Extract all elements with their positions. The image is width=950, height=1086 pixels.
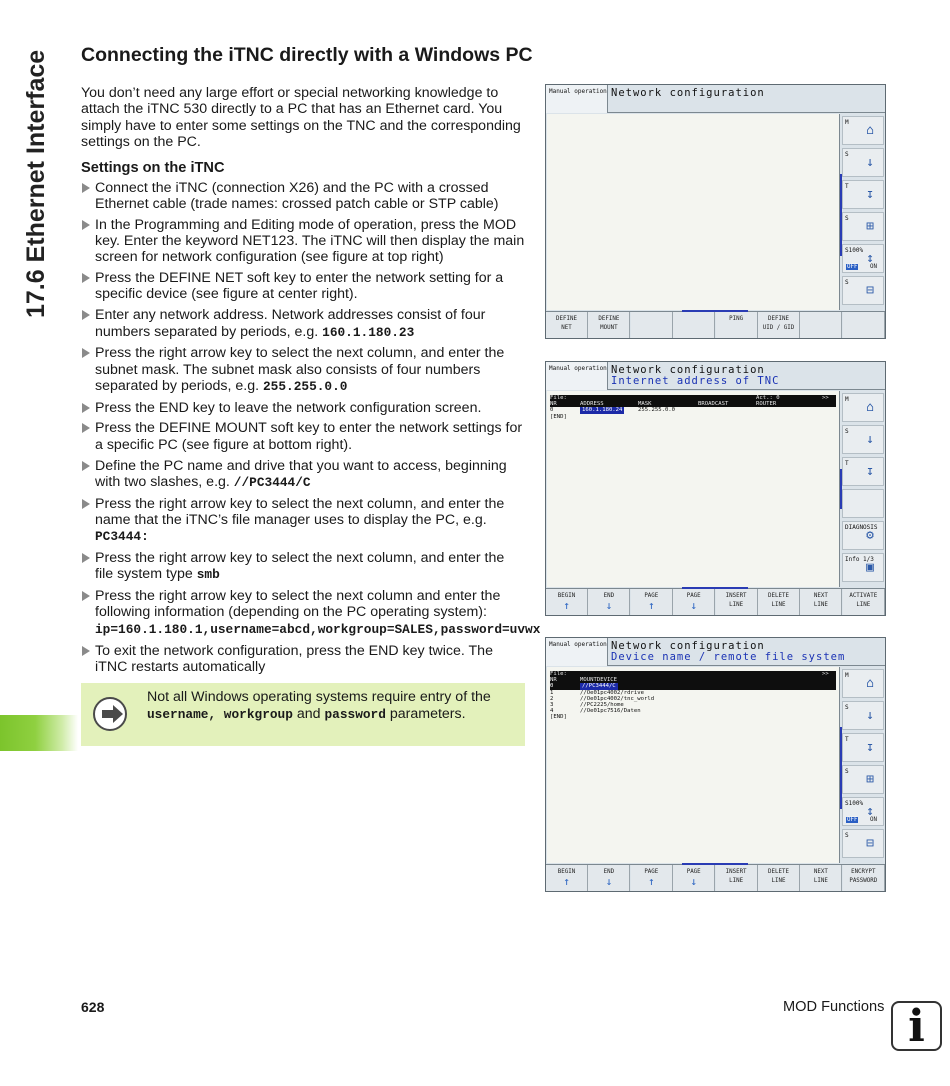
softkey-label: LINE xyxy=(813,878,828,884)
note-box xyxy=(81,683,525,746)
screen-main-area xyxy=(547,667,840,863)
table-cell: 2 xyxy=(550,695,554,702)
softkey-label: INSERT xyxy=(725,869,747,875)
side-softkey-tag: S xyxy=(845,215,849,222)
table-cell: MOUNTDEVICE xyxy=(580,677,618,684)
operating-mode-label: Manual operation xyxy=(546,638,608,666)
override-icon: ↕ xyxy=(866,251,874,266)
instruction-item xyxy=(81,270,526,303)
table-cell: File: xyxy=(550,671,567,677)
side-softkey-tag: S xyxy=(845,768,849,775)
softkey-label: LINE xyxy=(771,602,786,608)
screen-main-area xyxy=(547,114,840,310)
softkey-label: NEXT xyxy=(813,593,828,599)
instruction-text: Press the right arrow key to select the next column, and enter the name that the iTNC’s file manager uses to display the PC, e.g. xyxy=(95,495,505,528)
softkey-label: PASSWORD xyxy=(849,878,878,884)
softkey-label: NET xyxy=(561,325,572,331)
arrow-up-icon: ↑ xyxy=(647,875,655,888)
softkey-label: DEFINE xyxy=(556,316,577,322)
softkey-button[interactable] xyxy=(716,312,758,339)
softkey-button[interactable] xyxy=(758,312,800,339)
tnc-screen xyxy=(545,361,886,616)
bullet-triangle-icon xyxy=(82,646,90,656)
bullet-triangle-icon xyxy=(82,273,90,283)
tnc-screen xyxy=(545,637,886,892)
side-softkey[interactable] xyxy=(842,180,884,209)
note-text xyxy=(147,689,517,723)
softkey-label: UID / GID xyxy=(762,325,795,331)
table-cell: BROADCAST xyxy=(698,401,729,408)
side-softkey-tag: S xyxy=(845,704,849,711)
arrow-up-icon: ↑ xyxy=(647,599,655,612)
table-cell: 0 xyxy=(550,683,554,690)
note-text-part: Not all Windows operating systems require entry of the xyxy=(147,689,491,705)
chapter-side-label: 17.6 Ethernet Interface xyxy=(22,49,50,318)
side-softkey-state: OFF xyxy=(847,264,858,270)
side-softkey-state: ON xyxy=(870,264,877,270)
screen-title: Network configuration xyxy=(611,87,765,99)
softkey-label: LINE xyxy=(729,878,744,884)
side-softkey-tag: S xyxy=(845,279,849,286)
screen-side-softkeys xyxy=(841,391,885,587)
softkey-button[interactable] xyxy=(546,312,588,339)
softkey-button[interactable] xyxy=(588,589,630,616)
softkey-bar xyxy=(546,588,885,616)
instruction-item xyxy=(81,180,526,213)
instruction-text: Press the right arrow key to select the next column, and enter the file system type xyxy=(95,550,505,583)
spindle-icon: ↓ xyxy=(866,155,874,170)
chapter-tab-marker xyxy=(0,715,78,751)
softkey-button[interactable] xyxy=(673,589,715,616)
side-softkey-tag: S xyxy=(845,428,849,435)
tool-icon: ↧ xyxy=(866,187,874,202)
operating-mode-label: Manual operation xyxy=(546,85,608,113)
instruction-item xyxy=(81,345,526,395)
note-code: password xyxy=(324,706,386,722)
instruction-list xyxy=(81,179,541,676)
side-softkey[interactable] xyxy=(842,521,884,550)
table-row[interactable] xyxy=(550,714,836,720)
side-softkey[interactable] xyxy=(842,765,884,794)
softkey-button[interactable] xyxy=(631,312,673,339)
instruction-item xyxy=(81,217,526,266)
instruction-text: Press the DEFINE MOUNT soft key to enter the network settings for a specific PC (see figure at bottom right). xyxy=(95,420,523,453)
side-softkey[interactable] xyxy=(842,393,884,422)
side-softkey-tag: S xyxy=(845,151,849,158)
side-softkey-tag: T xyxy=(845,183,849,190)
softkey-button[interactable] xyxy=(843,865,885,892)
side-softkey[interactable] xyxy=(842,829,884,858)
page-title: Connecting the iTNC directly with a Windows PC xyxy=(81,44,533,66)
arrow-up-icon: ↑ xyxy=(563,875,570,888)
screen-side-softkeys xyxy=(841,114,885,310)
softkey-button[interactable] xyxy=(546,589,588,616)
instruction-code: PC3444: xyxy=(95,529,149,545)
table-cell: >> xyxy=(822,671,829,677)
note-code: username, workgroup xyxy=(147,706,293,722)
page-number: 628 xyxy=(81,999,105,1015)
info-icon xyxy=(891,1001,942,1051)
bullet-triangle-icon xyxy=(82,403,90,413)
instruction-text: Press the right arrow key to select the next column and enter the following information (depending on the PC operating system): xyxy=(95,588,501,621)
instruction-text: Press the right arrow key to select the next column, and enter the subnet mask. The subnet mask also consists of four numbers separated by periods, e.g. xyxy=(95,345,505,394)
intro-paragraph: You don’t need any large effort or special networking knowledge to attach the iTNC 530 directly to a PC that has an Ethernet card. You simply have to enter some settings on the TNC and the corresponding settings on the PC. xyxy=(81,85,521,151)
tnc-screen xyxy=(545,84,886,339)
machine-icon: ⌂ xyxy=(866,400,874,415)
arrow-down-icon: ↓ xyxy=(690,599,697,612)
table-cell: Act.: 0 xyxy=(756,395,780,401)
bullet-triangle-icon xyxy=(82,591,90,601)
side-softkey[interactable] xyxy=(842,489,884,518)
table-cell: [END] xyxy=(550,714,567,721)
instruction-text: To exit the network configuration, press the END key twice. The iTNC restarts automatically xyxy=(95,642,493,675)
info-glyph: i xyxy=(908,1001,925,1052)
table-cell: 0 xyxy=(550,407,554,414)
table-cell: 160.1.180.24 xyxy=(582,407,623,414)
softkey-label: DEFINE xyxy=(768,316,789,322)
softkey-label: NEXT xyxy=(813,869,828,875)
instruction-code: ip=160.1.180.1,username=abcd,workgroup=SALES,password=uvwx xyxy=(95,621,541,637)
diagnosis-icon: ⚙ xyxy=(866,528,874,543)
side-softkey[interactable] xyxy=(842,244,884,273)
side-softkey[interactable] xyxy=(842,553,884,582)
softkey-button[interactable] xyxy=(758,589,800,616)
table-cell: 3 xyxy=(550,701,554,708)
table-cell: NR xyxy=(550,401,557,408)
softkey-label: END xyxy=(603,593,615,599)
table-cell: //PC3444/C xyxy=(582,683,616,690)
table-cell: //Oe01pc7516/Daten xyxy=(580,708,641,715)
softkey-bar xyxy=(546,864,885,892)
arrow-right-icon xyxy=(93,697,127,731)
table-cell: //Oe01pc4002/tnc_world xyxy=(580,695,655,702)
softkey-button[interactable] xyxy=(588,865,630,892)
table-cell: 1 xyxy=(550,689,554,696)
softkey-label: PAGE xyxy=(644,593,659,599)
table-cell: >> xyxy=(822,395,829,401)
instruction-item xyxy=(81,420,526,453)
bullet-triangle-icon xyxy=(82,183,90,193)
softkey-button[interactable] xyxy=(631,589,673,616)
table-cell: 255.255.0.0 xyxy=(638,407,676,414)
table-cell: 4 xyxy=(550,708,554,715)
side-softkey[interactable] xyxy=(842,276,884,305)
side-softkey-tag: M xyxy=(845,672,849,679)
instruction-item xyxy=(81,588,541,638)
side-softkey-tag: DIAGNOSIS xyxy=(845,524,878,531)
tool-icon: ↧ xyxy=(866,740,874,755)
softkey-label: DELETE xyxy=(768,593,789,599)
side-scroll-indicator xyxy=(840,469,842,509)
side-softkey-tag: S100% xyxy=(845,247,864,254)
softkey-button[interactable] xyxy=(843,312,885,339)
bullet-triangle-icon xyxy=(82,499,90,509)
bullet-triangle-icon xyxy=(82,220,90,230)
softkey-label: MOUNT xyxy=(600,325,618,331)
instruction-code: smb xyxy=(196,567,220,583)
screen-title: Network configuration xyxy=(611,640,765,652)
machine-icon: ⌂ xyxy=(866,676,874,691)
arrow-down-icon: ↓ xyxy=(605,599,613,612)
softkey-button[interactable] xyxy=(716,589,758,616)
softkey-label: INSERT xyxy=(725,593,747,599)
side-scroll-indicator xyxy=(840,174,842,256)
spindle-icon: ↓ xyxy=(866,708,874,723)
side-softkey-state: ON xyxy=(870,817,877,823)
softkey-label: LINE xyxy=(856,602,871,608)
side-softkey[interactable] xyxy=(842,701,884,730)
softkey-label: DELETE xyxy=(768,869,789,875)
screen-main-area xyxy=(547,391,840,587)
info-icon: ▣ xyxy=(866,560,874,575)
softkey-label: PAGE xyxy=(686,869,701,875)
instruction-item xyxy=(81,496,526,546)
screen-header xyxy=(546,85,885,113)
side-softkey[interactable] xyxy=(842,425,884,454)
config-table xyxy=(550,395,836,420)
instruction-item xyxy=(81,458,526,492)
instruction-code: 255.255.0.0 xyxy=(263,378,348,394)
side-softkey[interactable] xyxy=(842,733,884,762)
screen-subtitle: Internet address of TNC xyxy=(611,375,780,387)
side-softkey-tag: M xyxy=(845,119,849,126)
instruction-text: Define the PC name and drive that you want to access, beginning with two slashes, e.g. xyxy=(95,457,507,490)
instruction-item xyxy=(81,307,526,341)
side-scroll-indicator xyxy=(840,727,842,809)
override-icon: ↕ xyxy=(866,804,874,819)
arrow-down-icon: ↓ xyxy=(605,875,613,888)
softkey-page-indicator xyxy=(682,310,748,312)
softkey-page-indicator xyxy=(682,863,748,865)
minus-icon: ⊟ xyxy=(866,836,874,851)
screen-subtitle: Device name / remote file system xyxy=(611,651,846,663)
spindle-icon: ↓ xyxy=(866,432,874,447)
instruction-text: Press the END key to leave the network configuration screen. xyxy=(95,399,482,416)
softkey-page-indicator xyxy=(682,587,748,589)
instruction-code: 160.1.180.23 xyxy=(322,324,415,340)
side-softkey[interactable] xyxy=(842,116,884,145)
side-softkey-tag: Info 1/3 xyxy=(845,556,874,563)
softkey-label: LINE xyxy=(729,602,744,608)
softkey-label: BEGIN xyxy=(557,869,576,875)
instruction-text: In the Programming and Editing mode of operation, press the MOD key. Enter the keyword NET123. The iTNC will then display the main screen for network configuration (see figure at top right) xyxy=(95,216,525,266)
softkey-button[interactable] xyxy=(800,312,842,339)
table-cell: NR xyxy=(550,677,557,684)
side-softkey[interactable] xyxy=(842,457,884,486)
side-softkey[interactable] xyxy=(842,797,884,826)
softkey-button[interactable] xyxy=(546,865,588,892)
softkey-button[interactable] xyxy=(673,312,715,339)
softkey-bar xyxy=(546,311,885,339)
side-softkey-tag: M xyxy=(845,396,849,403)
config-table xyxy=(550,671,836,721)
table-cell: MASK xyxy=(638,401,652,408)
softkey-label: LINE xyxy=(771,878,786,884)
table-cell: //PC2225/home xyxy=(580,701,624,708)
machine-icon: ⌂ xyxy=(866,123,874,138)
softkey-button[interactable] xyxy=(631,865,673,892)
side-softkey[interactable] xyxy=(842,669,884,698)
softkey-button[interactable] xyxy=(843,589,885,616)
softkey-label: ENCRYPT xyxy=(851,869,876,875)
side-softkey-state: OFF xyxy=(847,817,858,823)
section-subheading: Settings on the iTNC xyxy=(81,159,225,176)
instruction-text: Enter any network address. Network addresses consist of four numbers separated by periods, e.g. xyxy=(95,307,486,340)
instruction-item xyxy=(81,550,526,584)
bullet-triangle-icon xyxy=(82,348,90,358)
screen-header xyxy=(546,638,885,666)
instruction-text: Connect the iTNC (connection X26) and the PC with a crossed Ethernet cable (trade names: crossed patch cable or STP cable) xyxy=(95,179,499,212)
tool-icon: ↧ xyxy=(866,464,874,479)
plus-icon: ⊞ xyxy=(866,219,874,234)
bullet-triangle-icon xyxy=(82,553,90,563)
softkey-label: LINE xyxy=(813,602,828,608)
bullet-triangle-icon xyxy=(82,461,90,471)
softkey-label: ACTIVATE xyxy=(849,593,878,599)
softkey-label: PING xyxy=(729,316,744,322)
table-cell: ADDRESS xyxy=(580,401,604,408)
side-softkey[interactable] xyxy=(842,212,884,241)
instruction-code: //PC3444/C xyxy=(233,474,311,490)
minus-icon: ⊟ xyxy=(866,283,874,298)
main-text-column xyxy=(81,44,541,680)
screen-header xyxy=(546,362,885,390)
side-softkey-tag: S xyxy=(845,832,849,839)
softkey-button[interactable] xyxy=(588,312,630,339)
bullet-triangle-icon xyxy=(82,423,90,433)
softkey-label: PAGE xyxy=(644,869,659,875)
table-cell: //Oe01pc4002/rdrive xyxy=(580,689,644,696)
bullet-triangle-icon xyxy=(82,310,90,320)
instruction-item xyxy=(81,643,526,676)
operating-mode-label: Manual operation xyxy=(546,362,608,390)
arrow-down-icon: ↓ xyxy=(690,875,697,888)
softkey-button[interactable] xyxy=(800,589,842,616)
arrow-up-icon: ↑ xyxy=(563,599,570,612)
note-text-part: parameters. xyxy=(385,705,466,722)
note-text-part: and xyxy=(292,705,325,722)
instruction-text: Press the DEFINE NET soft key to enter the network setting for a specific device (see figure at center right). xyxy=(95,270,504,303)
plus-icon: ⊞ xyxy=(866,772,874,787)
side-softkey-tag: T xyxy=(845,460,849,467)
softkey-label: DEFINE xyxy=(598,316,620,322)
table-row[interactable] xyxy=(550,414,836,420)
table-cell: ROUTER xyxy=(756,401,777,408)
softkey-label: PAGE xyxy=(686,593,701,599)
softkey-button[interactable] xyxy=(716,865,758,892)
side-softkey-tag: T xyxy=(845,736,849,743)
screen-side-softkeys xyxy=(841,667,885,863)
softkey-label: BEGIN xyxy=(557,593,576,599)
softkey-button[interactable] xyxy=(673,865,715,892)
softkey-button[interactable] xyxy=(800,865,842,892)
screen-title: Network configuration xyxy=(611,364,765,376)
softkey-label: END xyxy=(603,869,615,875)
table-cell: File: xyxy=(550,395,567,401)
side-softkey[interactable] xyxy=(842,148,884,177)
table-cell: [END] xyxy=(550,413,567,420)
side-softkey-tag: S100% xyxy=(845,800,864,807)
instruction-item xyxy=(81,400,526,416)
footer-section-title: MOD Functions xyxy=(783,999,885,1015)
softkey-button[interactable] xyxy=(758,865,800,892)
